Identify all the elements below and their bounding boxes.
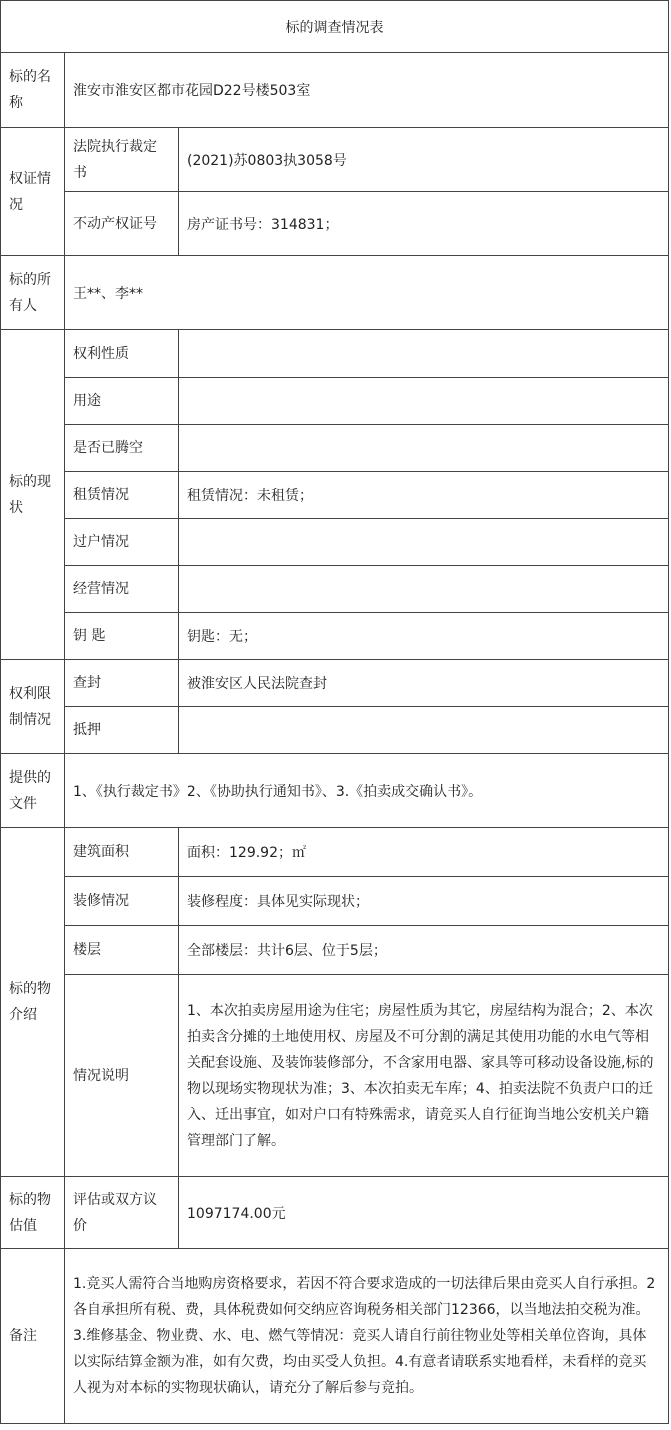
status-row-value: 租赁情况：未租赁； [179, 472, 669, 519]
valuation-sub-label: 评估或双方议价 [65, 1177, 179, 1249]
cert-row-value: 房产证书号：314831； [179, 192, 669, 256]
cert-row-value: (2021)苏0803执3058号 [179, 128, 669, 192]
status-row-value [179, 519, 669, 566]
restrict-row-label: 抵押 [65, 707, 179, 754]
name-label: 标的名称 [1, 53, 65, 128]
status-row-label: 权利性质 [65, 330, 179, 378]
status-row-label: 用途 [65, 378, 179, 425]
remarks-value: 1.竞买人需符合当地购房资格要求，若因不符合要求造成的一切法律后果由竞买人自行承担。2 各自承担所有税、费，具体税费如何交纳应咨询税务相关部门12366，以当地法拍交税为准。3.维修基金、物业费、水、电、燃气等情况：竞买人请自行前往物业处等相关单位咨询，具体以实际结算金额为准，如有欠费，均由买受人负担。4.有意者请联系实地看样，未看样的竞买人视为对本标的实物现状确认，请充分了解后参与竞拍。 [65, 1249, 669, 1424]
status-row-value [179, 425, 669, 472]
remarks-label: 备注 [1, 1249, 65, 1424]
intro-row-value: 装修程度：具体见实际现状； [179, 877, 669, 926]
restrict-row-value [179, 707, 669, 754]
restrict-row-label: 查封 [65, 660, 179, 707]
intro-row-value: 1、本次拍卖房屋用途为住宅；房屋性质为其它，房屋结构为混合；2、本次拍卖含分摊的土地使用权、房屋及不可分割的满足其使用功能的水电气等相关配套设施、及装饰装修部分，不含家用电器、家具等可移动设备设施,标的物以现场实物现状为准；3、本次拍卖无车库；4、拍卖法院不负责户口的迁入、迁出事宜，如对户口有特殊需求，请竞买人自行征询当地公安机关户籍管理部门了解。 [179, 975, 669, 1177]
cert-label: 权证情况 [1, 128, 65, 256]
status-label: 标的现状 [1, 330, 65, 660]
status-row-label: 经营情况 [65, 566, 179, 613]
status-row-value [179, 566, 669, 613]
intro-row-label: 情况说明 [65, 975, 179, 1177]
valuation-value: 1097174.00元 [179, 1177, 669, 1249]
status-row-label: 租赁情况 [65, 472, 179, 519]
intro-row-value: 面积：129.92；㎡ [179, 828, 669, 877]
intro-row-label: 装修情况 [65, 877, 179, 926]
cert-row-label: 不动产权证号 [65, 192, 179, 256]
intro-row-value: 全部楼层：共计6层、位于5层； [179, 926, 669, 975]
status-row-label: 是否已腾空 [65, 425, 179, 472]
status-row-value: 钥匙：无； [179, 613, 669, 660]
status-row-label: 钥 匙 [65, 613, 179, 660]
docs-label: 提供的文件 [1, 754, 65, 828]
docs-value: 1、《执行裁定书》2、《协助执行通知书》、3.《拍卖成交确认书》。 [65, 754, 669, 828]
status-row-label: 过户情况 [65, 519, 179, 566]
intro-label: 标的物介绍 [1, 828, 65, 1177]
intro-row-label: 楼层 [65, 926, 179, 975]
intro-row-label: 建筑面积 [65, 828, 179, 877]
restrict-row-value: 被淮安区人民法院查封 [179, 660, 669, 707]
status-row-value [179, 378, 669, 425]
status-row-value [179, 330, 669, 378]
name-value: 淮安市淮安区都市花园D22号楼503室 [65, 53, 669, 128]
restrict-label: 权利限制情况 [1, 660, 65, 754]
table-title: 标的调查情况表 [1, 1, 669, 53]
valuation-label: 标的物估值 [1, 1177, 65, 1249]
owner-label: 标的所有人 [1, 256, 65, 330]
owner-value: 王**、李** [65, 256, 669, 330]
cert-row-label: 法院执行裁定书 [65, 128, 179, 192]
